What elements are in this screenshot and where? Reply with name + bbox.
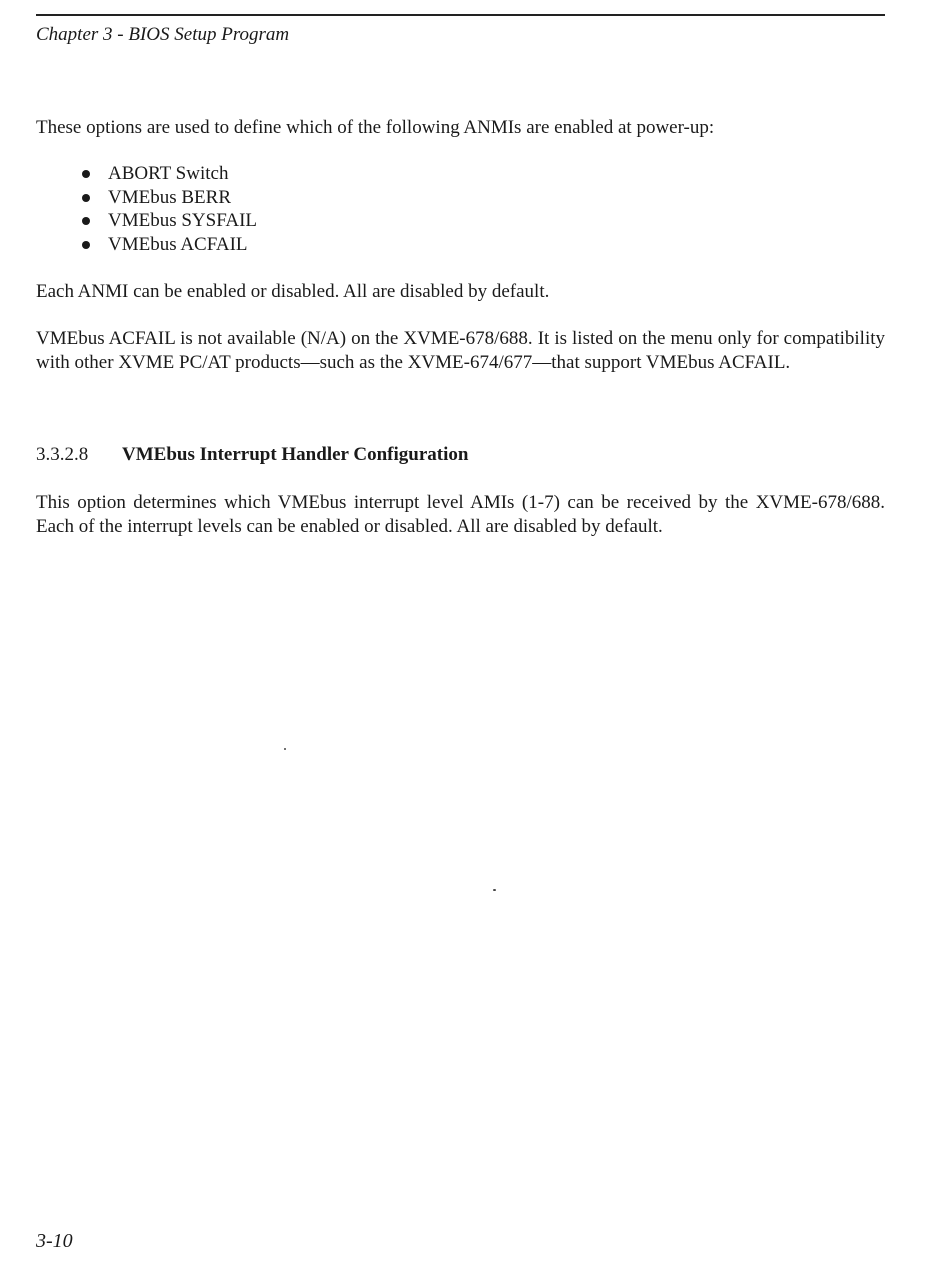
list-item-label: VMEbus BERR [108,186,231,208]
list-item [82,209,257,233]
scan-speck [284,748,286,750]
bullet-icon [82,217,90,225]
list-item [82,233,257,257]
list-item-label: VMEbus ACFAIL [108,233,248,255]
bullet-icon [82,241,90,249]
anmi-options-list [82,162,257,256]
intro-paragraph: These options are used to define which of the following ANMIs are enabled at power-up: [36,117,715,138]
list-item-label: ABORT Switch [108,163,229,184]
section-number: 3.3.2.8 [36,444,89,465]
list-item-label: VMEbus SYSFAIL [108,210,258,231]
list-item [82,162,257,186]
section-title: VMEbus Interrupt Handler Configuration [122,444,469,465]
acfail-note-paragraph: VMEbus ACFAIL is not available (N/A) on the XVME-678/688. It is listed on the menu only for compatibility with other XVME PC/AT products—such as the XVME-674/677—that support VMEbus ACFAIL. [36,328,885,373]
each-anmi-paragraph: Each ANMI can be enabled or disabled. All are disabled by default. [36,281,550,302]
bullet-icon [82,194,90,202]
list-item [82,186,257,210]
page-number: 3-10 [36,1230,73,1252]
section-heading [36,443,468,467]
section-body-paragraph: This option determines which VMEbus interrupt level AMIs (1-7) can be received by the XVME-678/688. Each of the interrupt levels can be enabled or disabled. All are disabled by default. [36,492,885,537]
scan-speck [493,889,496,891]
running-header: Chapter 3 - BIOS Setup Program [36,24,290,45]
bullet-icon [82,170,90,178]
header-rule [36,14,885,16]
